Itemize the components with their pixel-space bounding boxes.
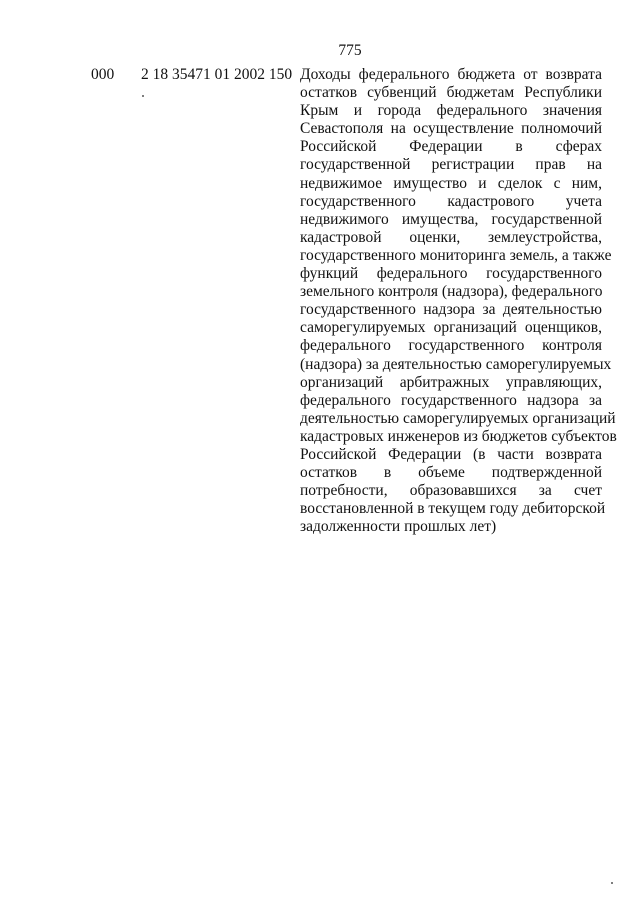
description-line: организаций арбитражных управляющих, (300, 373, 602, 391)
description-line: остатков субвенций бюджетам Республики (300, 84, 602, 102)
scan-speck (142, 95, 144, 97)
description-line: кадастровых инженеров из бюджетов субъектов (300, 427, 617, 445)
description-line: государственного надзора за деятельностью (300, 301, 602, 319)
description-line: федерального государственного надзора за (300, 391, 602, 409)
description-line: остатков в объеме подтвержденной (300, 464, 602, 482)
description-line: задолженности прошлых лет) (300, 518, 497, 536)
description-line: Российской Федерации (в части возврата (300, 445, 602, 463)
description-line: недвижимое имущество и сделок с ним, (300, 174, 602, 192)
scan-speck (611, 882, 613, 884)
page-number: 775 (338, 42, 362, 59)
description-line: государственного мониторинга земель, а также (300, 246, 612, 264)
description-line: кадастровой оценки, землеустройства, (300, 228, 602, 246)
description-line: государственной регистрации прав на (300, 156, 602, 174)
description-line: Российской Федерации в сферах (300, 138, 602, 156)
description-line: деятельностью саморегулируемых организаций (300, 409, 616, 427)
description-line: федерального государственного контроля (300, 337, 602, 355)
description-line: Севастополя на осуществление полномочий (300, 120, 602, 138)
description-line: саморегулируемых организаций оценщиков, (300, 319, 602, 337)
description-line: земельного контроля (надзора), федерального (300, 283, 603, 301)
description-line: (надзора) за деятельностью саморегулируемых (300, 355, 612, 373)
description-line: потребности, образовавшихся за счет (300, 482, 602, 500)
income-description (300, 66, 617, 536)
description-line: функций федерального государственного (300, 265, 602, 283)
description-line: Крым и города федерального значения (300, 102, 602, 120)
description-line: государственного кадастрового учета (300, 192, 602, 210)
description-line: восстановленной в текущем году дебиторской (300, 500, 606, 518)
description-line: Доходы федерального бюджета от возврата (300, 66, 602, 83)
description-line: недвижимого имущества, государственной (300, 210, 602, 228)
admin-code: 000 (91, 66, 115, 83)
budget-classification-code: 2 18 35471 01 2002 150 (141, 66, 293, 83)
